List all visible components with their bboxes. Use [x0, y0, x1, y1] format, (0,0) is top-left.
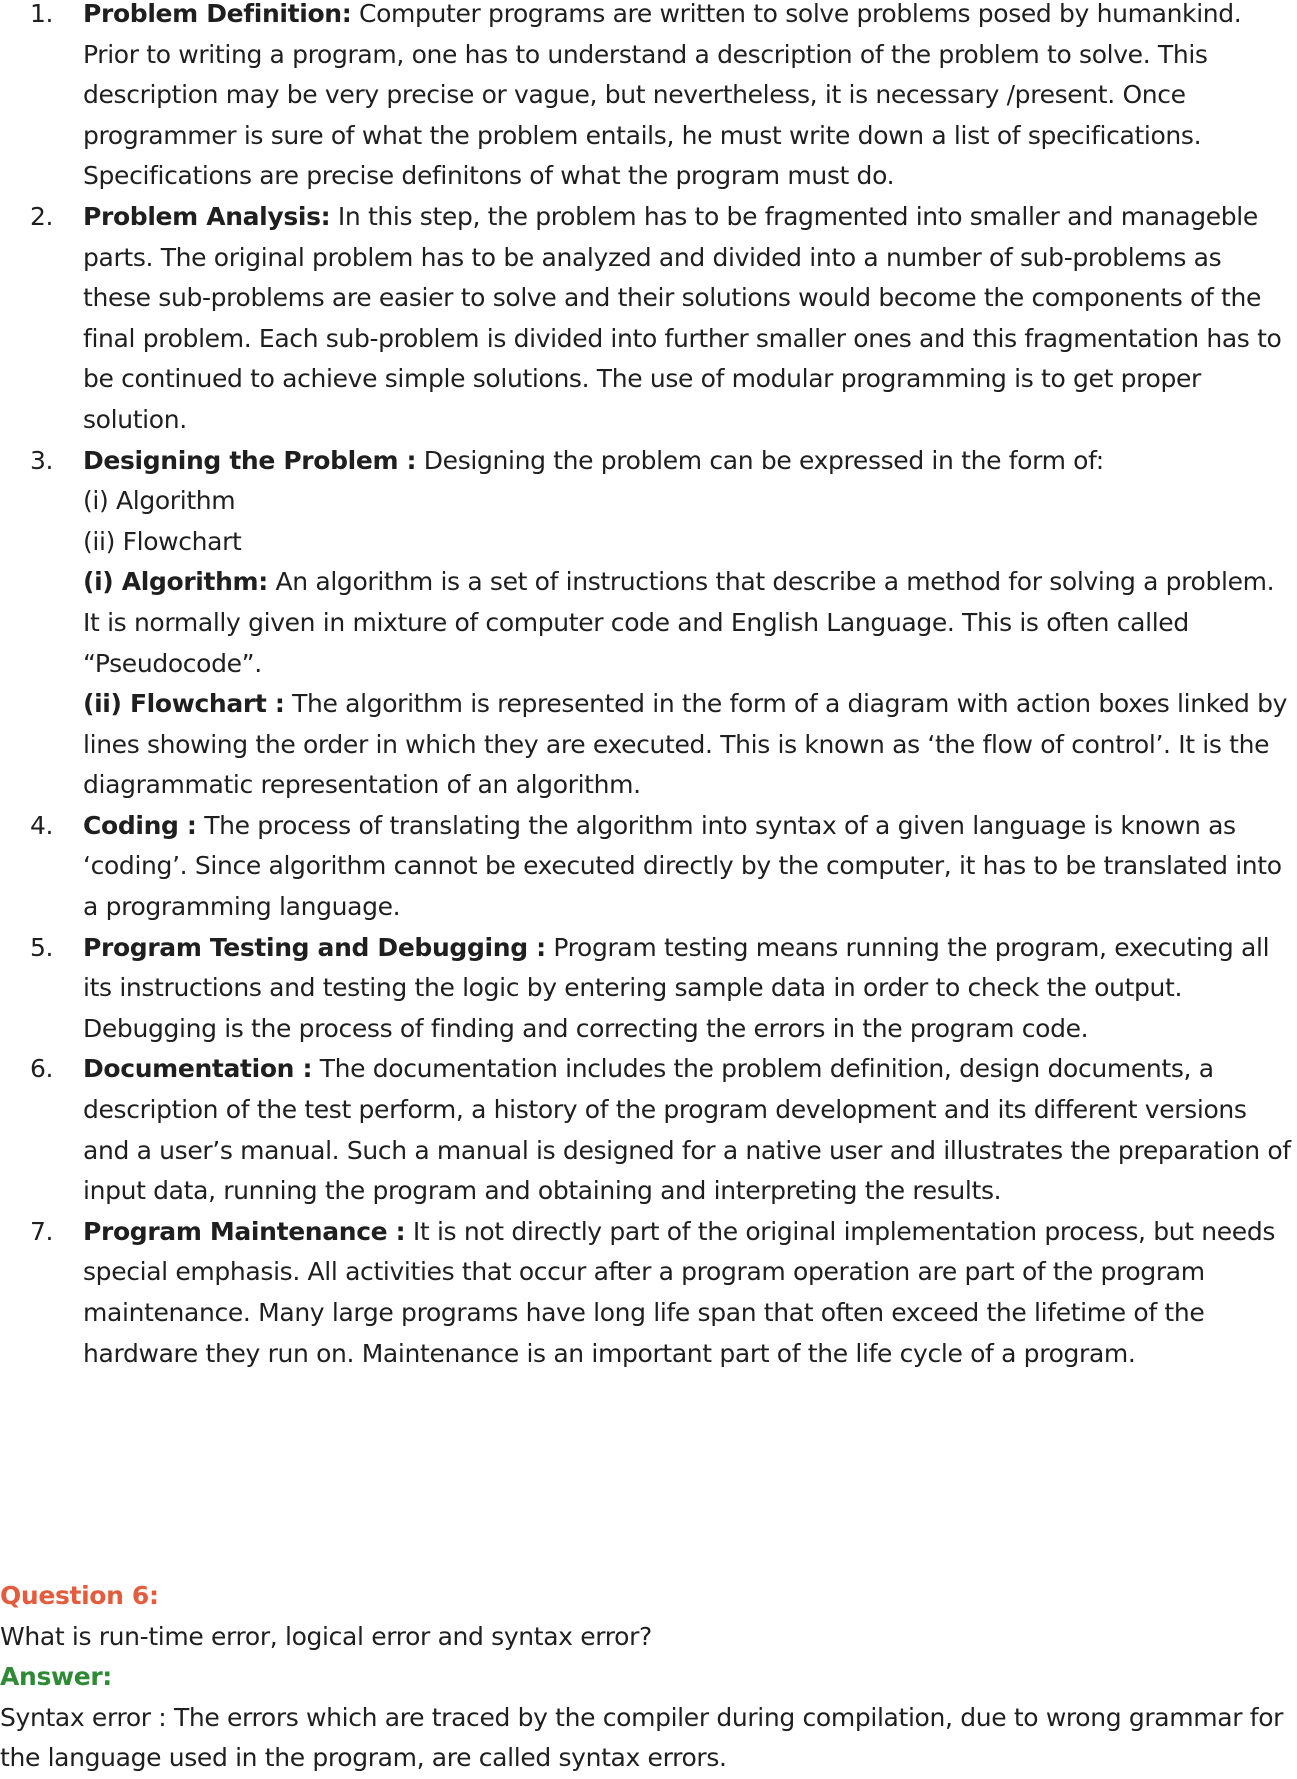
- step-number: 7.: [30, 1216, 54, 1246]
- step-number: 6.: [30, 1054, 54, 1084]
- step-text: The process of translating the algorithm into syntax of a given language is known as ‘coding’. Since algorithm cannot be executed directly by the computer, it has to be translated into a programming language.: [83, 810, 1282, 922]
- step-designing-the-problem: [0, 441, 1297, 806]
- step-problem-definition: [0, 0, 1297, 197]
- step-title: Program Testing and Debugging :: [83, 932, 546, 962]
- flowchart-title: (ii) Flowchart :: [83, 689, 285, 719]
- step-text: Designing the problem can be expressed in the form of:: [416, 445, 1104, 475]
- step-title: Designing the Problem :: [83, 445, 417, 475]
- step-number: 1.: [30, 0, 54, 28]
- step-text: It is not directly part of the original implementation process, but needs special emphasis. All activities that occur after a program operation are part of the program maintenance. Many large programs have long life span that often exceed the lifetime of the hardware they run on. Maintenance is an important part of the life cycle of a program.: [83, 1216, 1276, 1368]
- question-answer-section: [0, 1576, 1297, 1779]
- step-testing-and-debugging: [0, 928, 1297, 1050]
- step-title: Coding :: [83, 810, 197, 840]
- flowchart-definition: [83, 684, 1293, 806]
- step-number: 2.: [30, 201, 54, 231]
- step-problem-analysis: [0, 197, 1297, 441]
- option-algorithm: (i) Algorithm: [83, 486, 236, 516]
- algorithm-title: (i) Algorithm:: [83, 567, 268, 597]
- step-number: 5.: [30, 932, 54, 962]
- option-flowchart: (ii) Flowchart: [83, 526, 242, 556]
- answer-text: Syntax error : The errors which are traced by the compiler during compilation, due to wrong grammar for the language used in the program, are called syntax errors.: [0, 1702, 1284, 1773]
- algorithm-text: An algorithm is a set of instructions that describe a method for solving a problem. It is normally given in mixture of computer code and English Language. This is often called “Pseudocode”.: [83, 567, 1275, 678]
- step-coding: [0, 806, 1297, 928]
- step-text: The documentation includes the problem definition, design documents, a description of the test perform, a history of the program development and its different versions and a user’s manual. Such a manual is designed for a native user and illustrates the preparation of input data, running the program and obtaining and interpreting the results.: [83, 1054, 1291, 1206]
- question-text: What is run-time error, logical error and syntax error?: [0, 1621, 652, 1651]
- step-documentation: [0, 1049, 1297, 1211]
- step-number: 3.: [30, 445, 54, 475]
- flowchart-text: The algorithm is represented in the form of a diagram with action boxes linked by lines showing the order in which they are executed. This is known as ‘the flow of control’. It is the diagrammatic representation of an algorithm.: [83, 689, 1288, 800]
- step-title: Problem Definition:: [83, 0, 352, 28]
- step-text: Program testing means running the program, executing all its instructions and testing the logic by entering sample data in order to check the output. Debugging is the process of finding and correcting the errors in the program code.: [83, 932, 1270, 1043]
- step-program-maintenance: [0, 1212, 1297, 1374]
- algorithm-definition: [83, 562, 1293, 684]
- answer-label: Answer:: [0, 1662, 112, 1692]
- step-title: Documentation :: [83, 1054, 313, 1084]
- question-label: Question 6:: [0, 1581, 159, 1610]
- step-number: 4.: [30, 810, 54, 840]
- step-text: Computer programs are written to solve problems posed by humankind. Prior to writing a program, one has to understand a description of the problem to solve. This description may be very precise or vague, but nevertheless, it is necessary /present. Once programmer is sure of what the problem entails, he must write down a list of specifications. Specifications are precise definitons of what the program must do.: [83, 0, 1242, 191]
- step-title: Program Maintenance :: [83, 1216, 406, 1246]
- step-title: Problem Analysis:: [83, 201, 331, 231]
- step-text: In this step, the problem has to be fragmented into smaller and manageble parts. The original problem has to be analyzed and divided into a number of sub-problems as these sub-problems are easier to solve and their solutions would become the components of the final problem. Each sub-problem is divided into further smaller ones and this fragmentation has to be continued to achieve simple solutions. The use of modular programming is to get proper solution.: [83, 201, 1282, 434]
